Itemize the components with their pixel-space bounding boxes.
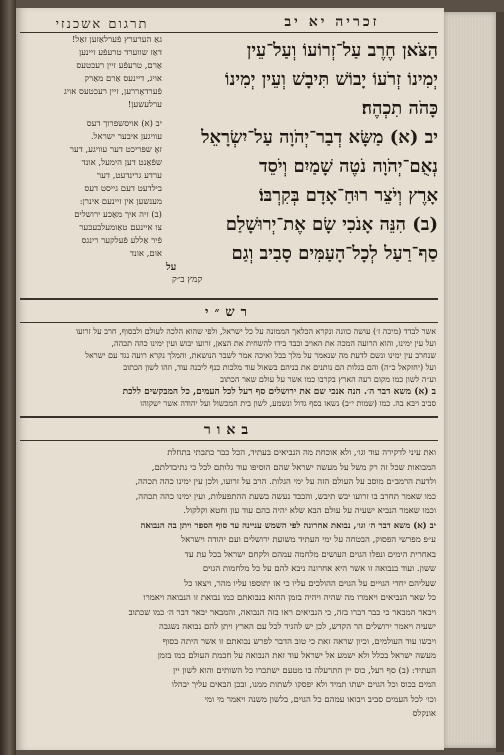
scripture-column xyxy=(166,36,438,268)
chapter-header: זכריה יא יב xyxy=(284,14,380,30)
rashi-line: ב (א) משא דבר ה׳. הנה אנכי שם את ירושלים סף רעל לכל העמים, כל המבקשים ללכת xyxy=(122,387,436,397)
scripture-line-8: סַף־רַעַל לְכָל־הָעַמִּים סָבִיב וְגַם xyxy=(231,243,438,264)
targum-line: צו איינעם טאַומעלבעכער xyxy=(79,223,162,233)
biur-line: ששון. ועוד בנבואה זו אשר היא אחרונה ניבא להם על כל מלחמות הגוים xyxy=(202,564,436,574)
targum-line: פֿיר אַללע פֿעלקער רינגס xyxy=(81,236,162,246)
targum-line: עוויגען איבער ישראל. xyxy=(90,132,162,142)
book-page xyxy=(16,8,444,750)
targum-line: זאָ שפּריכט דער עוויגע, דער xyxy=(69,145,162,155)
section-rule xyxy=(20,298,438,300)
scripture-line-1: הַצֹּאן חֶרֶב עַל־זְרוֹעוֹ וְעַל־עֵין xyxy=(246,40,438,61)
scripture-line-2: יְמִינוֹ זְרֹעוֹ יָבוֹשׁ תִּיבָשׁ וְעֵין יְמִינוֹ xyxy=(224,69,438,90)
rashi-line: שנחרב עין ימינו ונשם לדעת מה שנאמר על מלך בבל ואיכה אמר לשבר הנושאת, והמלך נקרא רועה נגד עם ישראל xyxy=(85,351,436,360)
scripture-line-6: אָרֶץ וְיֹצֵר רוּחַ־אָדָם בְּקִרְבּוֹ׃ xyxy=(258,185,438,206)
targum-line: ערלעשען! xyxy=(127,100,162,110)
biur-line: כמו שאמר תחרב בו זרועו יבש תיבש, והכבד נעשה בשעת ההתפעלות, ועין ימינו כהה תכהה, xyxy=(135,491,436,502)
biur-line: אונקלס xyxy=(412,709,436,719)
catchword: על xyxy=(166,262,177,273)
targum-line: (ב) זיה איך מאַכע ירושלים xyxy=(74,210,162,220)
targum-line: בילדעט דעם גייסט דעס xyxy=(84,184,162,194)
biur-line: ויבשו עוד העולמים, וכיון שראה זאת כי טוב הדבר לפרש נבואתם זו אשר היתה בסוף xyxy=(162,636,436,647)
biur-line: ואת עיני לדקירה עוד וגו׳, ולא אוכחת מה הנביאים בעתיד, הכל כבר כתבתי בתחלת xyxy=(167,448,436,458)
header-rule xyxy=(20,32,438,33)
biur-title: באור xyxy=(203,422,255,438)
rashi-line: ועל (יחזקאל כ״ה) והם בגלות הם נותנים את בניהם בשאול עוד מלכות כנף ליבנה עוד, וזהו לשון הכתוב xyxy=(123,363,436,372)
biur-line: ישעיה ויאמר ירושלים הר הקדש, לכן יש להגיד לכל עם הארץ ויתן להם נבואה נשגבה xyxy=(158,622,436,632)
section-rule-2 xyxy=(20,416,438,418)
rashi-line: ועל עין ימינו, והוא הרועה המכה את האויב וכבד בידו להשחית את הצאן, זרועו יבוש ועין ימינו כהה תכהה, xyxy=(111,339,436,348)
scripture-line-4: יב (א) מַשָּׂא דְבַר־יְהֹוָה עַל־יִשְׂרָאֵל xyxy=(201,127,438,148)
biur-block xyxy=(24,446,436,722)
biur-line: מעשה ישראל בכלל ולא ישמע אל ישראל עוד זאת הנבואה על חכמת העולם כמו בזמן xyxy=(157,651,436,661)
rashi-title: רש״י xyxy=(205,305,253,320)
targum-line: פֿערדאָררען, זיין רעכטעס אויג xyxy=(64,87,162,97)
scripture-line-7: (ב) הִנֵּה אָנֹכִי שָׂם אֶת־יְרוּשָׁלַם xyxy=(225,214,438,235)
targum-line: מענשען אין זיינעם אינרן: xyxy=(79,197,162,207)
targum-line: אויג, דיינעס אַרם מאַרק xyxy=(84,74,162,84)
scripture-line-3: כָּהֹה תִכְהֶה׃ xyxy=(361,98,438,119)
biur-line: המים בכוס וכל הגוים ישתו תמיד ולא יפסקו לשתות ממנו, ובכן הבאים עליך יבהלו xyxy=(171,680,436,690)
biur-line: ולדעת הרמב״ם מוסב על העולם הזה על ימי הגלות. הרב על זרועו, ולכן עין ימינו כהה תכהה, xyxy=(135,477,436,487)
biur-line: באחרית הימים ונפלו הגוים העושים מלחמה עמהם ולקחם ישראל בכל עת עד xyxy=(184,549,436,560)
rashi-block xyxy=(24,326,436,410)
rashi-line: אשר לבדד (מיכה ז׳) עושה כוונה ונקרא הכלאך הממונה על כל ישראל, ולפי שהוא הלכה לעולם ולבסוף, חרב על זרועו xyxy=(76,327,436,336)
targum-line: גאַ הערערץ פֿערלאַזען זאַל! xyxy=(71,35,162,45)
rashi-line: וע״ה לשון כמו מקום רעה הארץ בקרבו כמו אשר על עולם שאר הכתוב xyxy=(220,375,436,384)
targum-line: שפֿאַנט דען הימעל, אונד xyxy=(81,158,162,168)
biur-line: וכמו שאמר הנביא ישעיה על עולם הבא שלא יהיה בהם עוד עון וחטא וקלקול. xyxy=(183,506,436,516)
qamets-note: קמץ ב״ק xyxy=(172,275,203,285)
targum-line: דאַז שווערד טרעפֿע זיינען xyxy=(78,48,162,58)
scripture-line-5: נְאֻם־יְהֹוָה נֹטֶה שָׁמַיִם וְיֹסֵד xyxy=(258,156,438,177)
biur-line: המבואות שכל זה רק משל על מעשה ישראל שהם הוסיפו עוד גלותם לכל כי נתיבדלתם, xyxy=(151,462,436,473)
page-edges xyxy=(444,12,496,748)
biur-rule xyxy=(20,440,438,441)
biur-line: ע״פ מפרשי הפסוק, הבטחה על ימי העתיד משועת ירושלים ועם יהודה וישראל xyxy=(181,535,436,545)
book-cover-edge xyxy=(496,12,504,752)
rashi-rule xyxy=(20,322,438,323)
biur-line: שעליהם יחדי הגויים על הגוים ההולכים עליו כי אז יתוספו עליו מהר, ויצאו כל xyxy=(184,578,436,589)
targum-line: יב (א) אויסשפרוך דעס xyxy=(86,119,162,129)
biur-line: יב (א) משא דבר ה׳ וגו׳, נבואת אחרונה לפי השמש עניינה עד סוף הספר ויתן בה הנבואה xyxy=(140,520,436,531)
targum-line: אַרם, טרעפֿע זיין רעכטעס xyxy=(76,61,162,71)
rashi-line: סביב ויבא בה. כמו (שמות י״ב) נשאו בסף גדול ונשמע, לשון בית המכשול ועל יהודה אשר ישקוהו xyxy=(140,399,436,408)
biur-line: וכו׳ לכל העמים סביב ויבואו עמהם כל הגוים, בלשון משנה ויאמר מי ומי xyxy=(204,694,436,705)
targum-line: ערדע גרינדעט, דער xyxy=(96,171,162,181)
biur-line: ויבאר המבאר כי כבר דברו בזה, כי הנביאים ראו בזה הנבואה, והמבאר יבאר דבר ה׳ כמו שכתוב xyxy=(128,607,436,618)
targum-header: תרגום אשכנזי xyxy=(55,17,149,32)
biur-line: כל שאר הנביאים ויאמרו מה שהיה ויהיה בזמן ההוא בנבואתם כמו נבואת זו הנבואה ויאמרו xyxy=(143,593,436,603)
targum-column xyxy=(22,34,162,261)
targum-line: אום, אונד xyxy=(129,249,162,259)
biur-line: העתיד: (ב) סף רעל, כוס יין התרעלה בו מטעם ישתכרו כל השותים והוא לשון יין xyxy=(173,665,436,676)
book-spine xyxy=(0,0,16,755)
